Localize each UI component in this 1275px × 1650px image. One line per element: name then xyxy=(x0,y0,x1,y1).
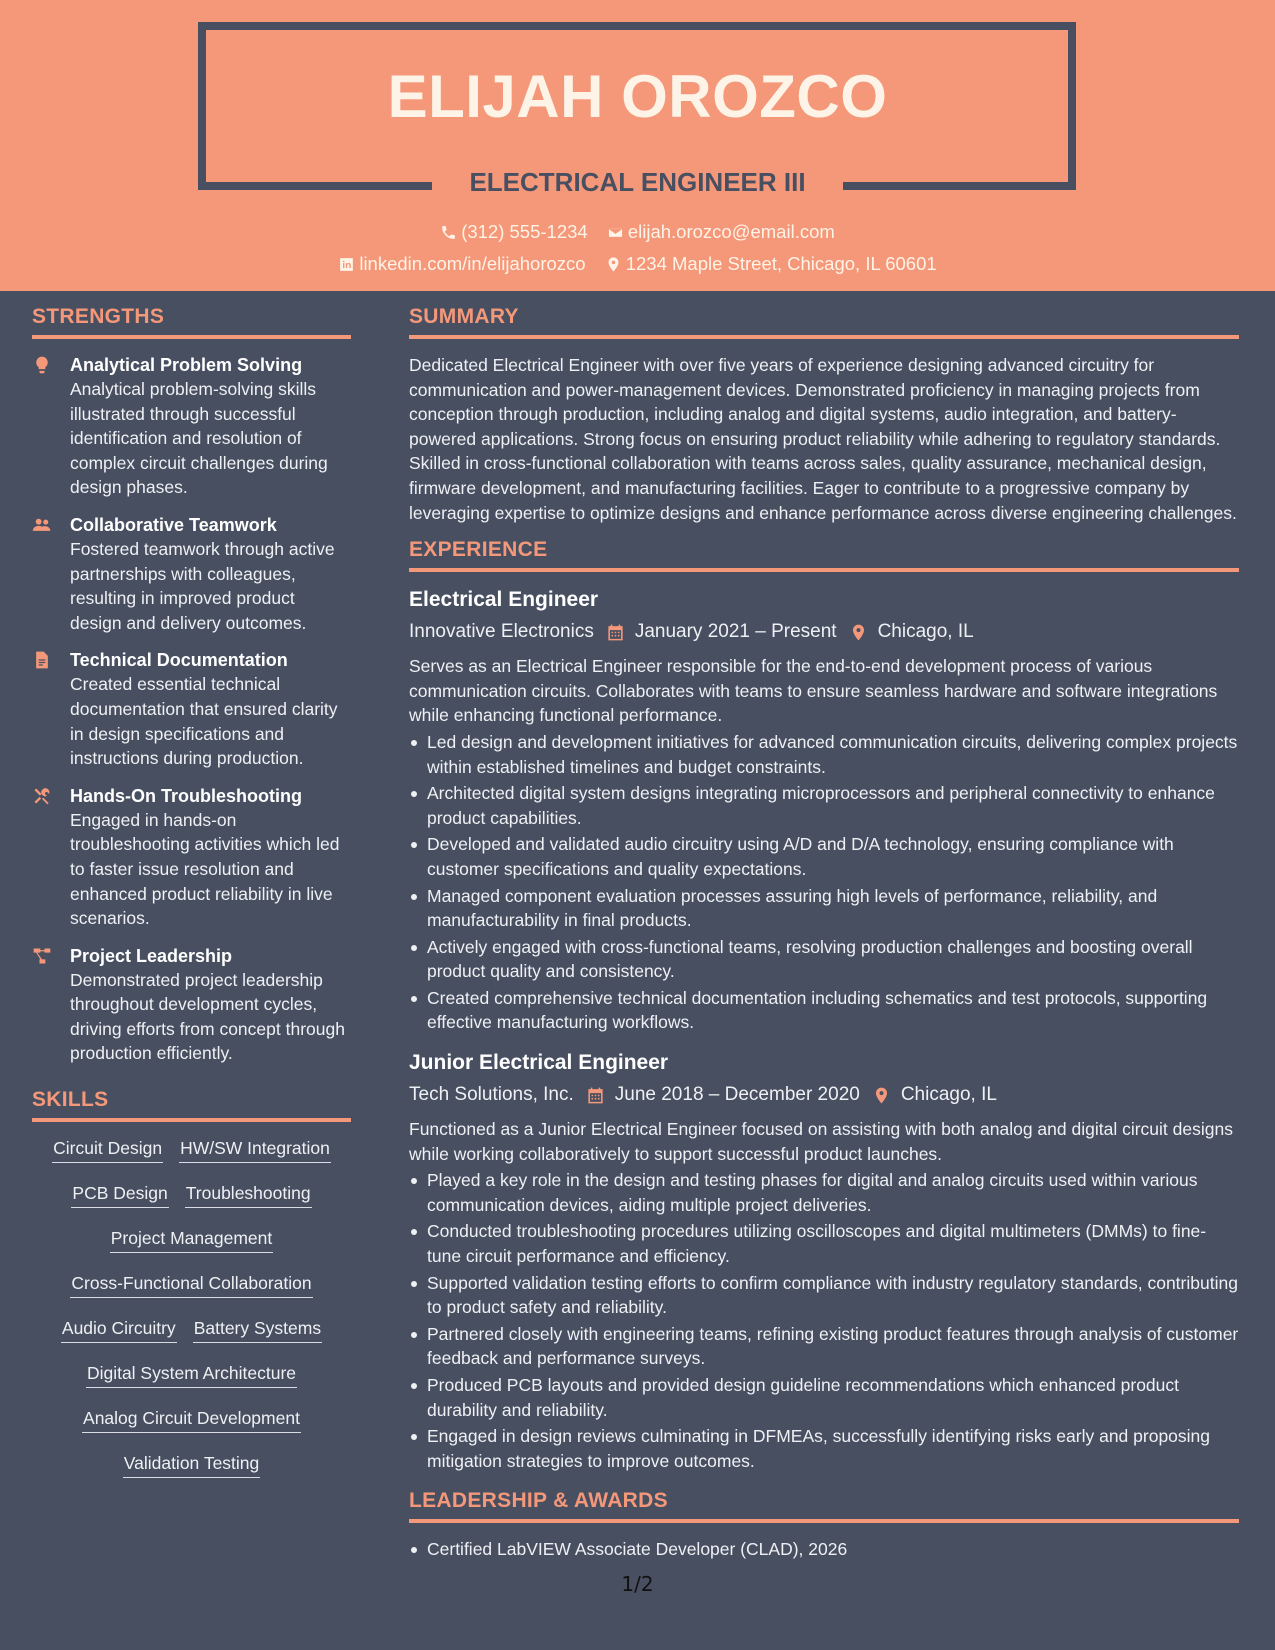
job-bullets xyxy=(409,1168,1239,1473)
bullet-item: Developed and validated audio circuitry using A/D and D/A technology, ensuring compliance with customer specifications and quality expectations. xyxy=(409,832,1239,881)
job-location: Chicago, IL xyxy=(900,1084,997,1106)
awards-list xyxy=(409,1537,1239,1562)
lightbulb-icon xyxy=(32,355,52,375)
bullet-item: Created comprehensive technical documentation including schematics and test protocols, supporting effective manufacturing workflows. xyxy=(409,986,1239,1035)
strength-item xyxy=(32,353,351,500)
skill-tag: HW/SW Integration xyxy=(179,1136,331,1163)
skill-tag: Circuit Design xyxy=(52,1136,163,1163)
strengths-heading: STRENGTHS xyxy=(32,305,351,339)
map-pin-icon xyxy=(872,1086,891,1105)
bullet-item: Partnered closely with engineering teams, refining existing product features through analysis of customer feedback and performance surveys. xyxy=(409,1322,1239,1371)
skills-list xyxy=(32,1136,351,1478)
contact-row-1 xyxy=(0,221,1275,246)
strength-title: Analytical Problem Solving xyxy=(70,355,303,375)
skill-tag: Battery Systems xyxy=(193,1316,322,1343)
award-item: Certified LabVIEW Associate Developer (CLAD), 2026 xyxy=(409,1537,1239,1562)
phone-text: (312) 555-1234 xyxy=(461,221,588,242)
bullet-item: Engaged in design reviews culminating in DFMEAs, successfully identifying risks early and proposing mitigation strategies to improve outcomes. xyxy=(409,1424,1239,1473)
job-location: Chicago, IL xyxy=(877,621,974,643)
job-entry xyxy=(409,1049,1239,1473)
bullet-item: Conducted troubleshooting procedures utilizing oscilloscopes and digital multimeters (DMMs) to fine-tune circuit performance and efficiency. xyxy=(409,1219,1239,1268)
job-entry xyxy=(409,586,1239,1035)
map-pin-icon xyxy=(605,256,622,273)
envelope-icon xyxy=(607,224,624,241)
page-number: 1/2 xyxy=(621,1572,654,1596)
job-company: Tech Solutions, Inc. xyxy=(409,1084,574,1106)
linkedin-text[interactable]: linkedin.com/in/elijahorozco xyxy=(359,253,586,274)
strength-desc: Fostered teamwork through active partnerships with colleagues, resulting in improved product design and delivery outcomes. xyxy=(70,538,335,633)
awards-heading: LEADERSHIP & AWARDS xyxy=(409,1489,1239,1523)
bullet-item: Managed component evaluation processes assuring high levels of performance, reliability, and manufacturability in final products. xyxy=(409,884,1239,933)
bullet-item: Supported validation testing efforts to confirm compliance with industry regulatory standards, contributing to product safety and reliability. xyxy=(409,1271,1239,1320)
address-text: 1234 Maple Street, Chicago, IL 60601 xyxy=(625,253,937,274)
left-column xyxy=(32,305,351,1496)
email-text[interactable]: elijah.orozco@email.com xyxy=(627,221,835,242)
strength-item xyxy=(32,944,351,1066)
tools-icon xyxy=(32,786,52,806)
strength-title: Collaborative Teamwork xyxy=(70,514,277,535)
job-title-heading: ELECTRICAL ENGINEER III xyxy=(469,167,806,197)
skills-heading: SKILLS xyxy=(32,1088,351,1122)
bullet-item: Architected digital system designs integrating microprocessors and peripheral connectivity to enhance product capabilities. xyxy=(409,781,1239,830)
job-meta xyxy=(409,1081,1239,1109)
right-column xyxy=(409,305,1239,1564)
strength-item xyxy=(32,648,351,770)
job-description: Functioned as a Junior Electrical Engineer focused on assisting with both analog and digital circuit designs while working collaboratively to support successful product launches. xyxy=(409,1119,1233,1164)
strength-desc: Created essential technical documentation that ensured clarity in design specifications and instructions during production. xyxy=(70,674,338,769)
skill-tag: Analog Circuit Development xyxy=(82,1406,301,1433)
skill-tag: Digital System Architecture xyxy=(86,1361,297,1388)
skill-tag: Cross-Functional Collaboration xyxy=(70,1271,312,1298)
strength-item xyxy=(32,784,351,931)
resume-header xyxy=(0,0,1275,291)
skill-tag: Validation Testing xyxy=(123,1451,261,1478)
map-pin-icon xyxy=(849,623,868,642)
job-bullets xyxy=(409,730,1239,1035)
bullet-item: Led design and development initiatives for advanced communication circuits, delivering complex projects within established timelines and budget constraints. xyxy=(409,730,1239,779)
job-company: Innovative Electronics xyxy=(409,621,594,643)
strength-title: Hands-On Troubleshooting xyxy=(70,785,302,806)
strength-desc: Engaged in hands-on troubleshooting activities which led to faster issue resolution and enhanced product reliability in live scenarios. xyxy=(70,809,340,929)
summary-text: Dedicated Electrical Engineer with over five years of experience designing advanced circuitry for communication and power-management devices. Demonstrated proficiency in managing projects from conception through production, including analog and digital systems, audio integration, and battery-powered applications. Strong focus on ensuring product reliability while adhering to regulatory standards. Skilled in cross-functional collaboration with teams across sales, quality assurance, mechanical design, firmware development, and manufacturing facilities. Eager to contribute to a progressive company by leveraging expertise to optimize designs and enhance performance across diverse engineering challenges. xyxy=(409,355,1237,523)
job-role: Junior Electrical Engineer xyxy=(409,1051,669,1075)
strength-title: Project Leadership xyxy=(70,945,233,966)
experience-heading: EXPERIENCE xyxy=(409,538,1239,572)
job-description: Serves as an Electrical Engineer responsible for the end-to-end development process of various communication circuits. Collaborates with teams to ensure seamless hardware and software integrations while enhancing functional performance. xyxy=(409,656,1218,726)
users-icon xyxy=(32,515,52,535)
job-meta xyxy=(409,618,1239,646)
job-dates: June 2018 – December 2020 xyxy=(614,1084,860,1106)
skill-tag: PCB Design xyxy=(71,1181,168,1208)
document-icon xyxy=(32,650,52,670)
skill-tag: Project Management xyxy=(110,1226,273,1253)
linkedin-contact[interactable] xyxy=(338,253,585,275)
strength-item xyxy=(32,513,351,635)
strength-desc: Demonstrated project leadership throughout development cycles, driving efforts from concept through production efficiently. xyxy=(70,969,345,1064)
candidate-name: ELIJAH OROZCO xyxy=(387,63,888,130)
skill-tag: Audio Circuitry xyxy=(61,1316,177,1343)
calendar-icon xyxy=(586,1086,605,1105)
strength-desc: Analytical problem-solving skills illustrated through successful identification and resolution of complex circuit challenges during design phases. xyxy=(70,379,328,498)
linkedin-icon xyxy=(338,256,355,273)
bullet-item: Produced PCB layouts and provided design guideline recommendations which enhanced product durability and reliability. xyxy=(409,1373,1239,1422)
calendar-icon xyxy=(606,623,625,642)
bullet-item: Played a key role in the design and testing phases for digital and analog circuits used within various communication devices, aiding multiple project deliveries. xyxy=(409,1168,1239,1217)
phone-contact xyxy=(440,221,588,243)
strength-title: Technical Documentation xyxy=(70,650,288,671)
skill-tag: Troubleshooting xyxy=(185,1181,312,1208)
bullet-item: Actively engaged with cross-functional teams, resolving production challenges and boosting overall product quality and consistency. xyxy=(409,935,1239,984)
project-diagram-icon xyxy=(32,946,52,966)
summary-heading: SUMMARY xyxy=(409,305,1239,339)
job-dates: January 2021 – Present xyxy=(634,621,837,643)
address-contact xyxy=(605,253,937,275)
job-role: Electrical Engineer xyxy=(409,588,599,612)
phone-icon xyxy=(440,224,457,241)
email-contact[interactable] xyxy=(607,221,835,243)
contact-row-2 xyxy=(0,253,1275,278)
